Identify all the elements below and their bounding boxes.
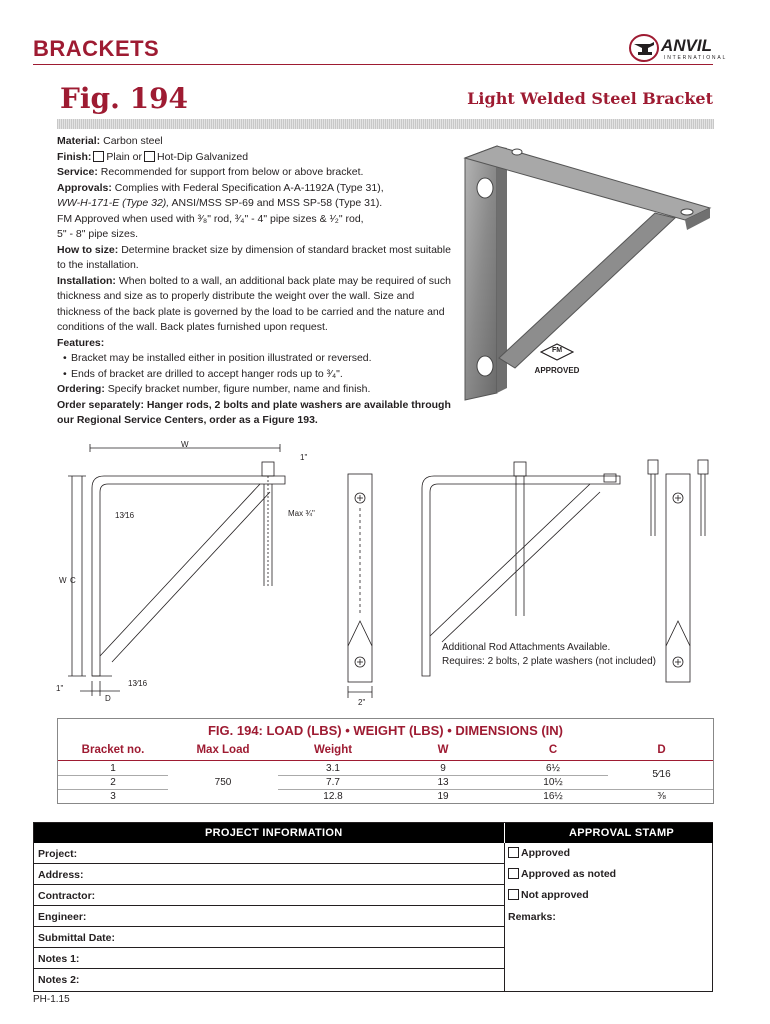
cell-bracket: 2 <box>110 777 116 788</box>
figure-name: Light Welded Steel Bracket <box>467 89 713 108</box>
dim-one-inch-left: 1" <box>56 684 64 693</box>
install-value: When bolted to a wall, an additional back plate may be required of such thickness and size as to properly distribute the weight over the wall. Size and thickness of the back plate is governed by the load to be carried and the nature and conditions of the wall. Back plates furnished upon request. <box>57 274 451 333</box>
finish-label: Finish: <box>57 150 92 163</box>
anvil-logo <box>628 34 740 66</box>
field-notes-2[interactable]: Notes 2: <box>38 974 80 986</box>
dim-w-top: W <box>181 440 189 449</box>
plain-checkbox[interactable] <box>93 151 104 162</box>
stamp-approved[interactable] <box>508 847 570 859</box>
approvals-line4: 5" - 8" pipe sizes. <box>57 228 138 240</box>
cell-w: 9 <box>440 763 446 774</box>
material-value: Carbon steel <box>103 135 163 147</box>
page-code: PH-1.15 <box>33 994 70 1005</box>
feature-item: • Ends of bracket are drilled to accept hanger rods up to ³⁄₄". <box>57 367 455 383</box>
galvanized-checkbox[interactable] <box>144 151 155 162</box>
cell-bracket: 3 <box>110 791 116 802</box>
title-rule <box>33 64 713 65</box>
project-info-header <box>34 823 504 843</box>
approvals-line1: Complies with Federal Specification A-A-1192A (Type 31), <box>114 181 384 194</box>
dim-c: C <box>70 576 76 585</box>
cell-max-load: 750 <box>214 777 232 788</box>
cell-w: 19 <box>437 791 449 802</box>
approved-as-noted-label: Approved as noted <box>521 868 617 880</box>
section-title: BRACKETS <box>33 36 160 61</box>
remarks-field[interactable]: Remarks: <box>508 911 556 923</box>
col-d: D <box>657 744 666 756</box>
approvals-line3: FM Approved when used with ³⁄₈" rod, ³⁄₄" - 4" pipe sizes & ¹⁄₂" rod, <box>57 212 364 225</box>
rod-attachment-note <box>442 641 656 669</box>
cell-w: 13 <box>437 777 449 788</box>
note-line2: Requires: 2 bolts, 2 plate washers (not included) <box>442 656 657 667</box>
ordering-value: Specify bracket number, figure number, name and finish. <box>107 383 371 395</box>
cell-c: 10½ <box>543 777 563 788</box>
load-table <box>57 718 714 804</box>
order-separately: Order separately: Hanger rods, 2 bolts and plate washers are available through our Regional Service Centers, order as a Figure 193. <box>57 398 451 426</box>
stamp-approved-as-noted[interactable] <box>508 868 616 880</box>
finish-plain: Plain or <box>106 150 143 163</box>
fm-label: FM <box>551 347 563 354</box>
field-project[interactable]: Project: <box>34 843 504 864</box>
approved-as-noted-checkbox[interactable] <box>508 868 519 879</box>
field-notes-1[interactable]: Notes 1: <box>34 948 504 969</box>
figure-number: Fig. 194 <box>60 82 189 115</box>
ordering-label: Ordering: <box>57 383 105 395</box>
col-bracket-no: Bracket no. <box>81 744 145 756</box>
approvals-line2: ANSI/MSS SP-69 and MSS SP-58 (Type 31). <box>169 197 383 209</box>
dim-two-inch: 2" <box>358 698 366 707</box>
divider-band <box>57 119 714 129</box>
approvals-label: Approvals: <box>57 181 112 194</box>
service-value: Recommended for support from below or above bracket. <box>100 166 364 178</box>
howto-label: How to size: <box>57 243 119 256</box>
field-submittal-date[interactable]: Submittal Date: <box>34 927 504 948</box>
approved-label: Approved <box>521 847 571 859</box>
cell-d: 5⁄16 <box>652 769 671 780</box>
brand-name: ANVIL <box>661 36 712 55</box>
dim-max: Max ¾" <box>288 509 315 518</box>
cell-weight: 3.1 <box>326 763 340 774</box>
cell-c: 6½ <box>546 763 560 774</box>
dim-13-16-a: 13⁄16 <box>115 511 135 520</box>
col-weight: Weight <box>313 744 353 756</box>
not-approved-label: Not approved <box>521 889 589 901</box>
product-photo <box>455 138 725 403</box>
cell-d: ⅜ <box>657 791 666 802</box>
col-w: W <box>437 744 449 756</box>
project-info-title: PROJECT INFORMATION <box>205 827 343 839</box>
cell-c: 16½ <box>543 791 563 802</box>
bracket-photo-image <box>455 138 725 403</box>
dimension-drawing <box>30 436 740 711</box>
not-approved-checkbox[interactable] <box>508 889 519 900</box>
approved-checkbox[interactable] <box>508 847 519 858</box>
approvals-spec-italic: WW-H-171-E (Type 32), <box>57 197 170 209</box>
cell-weight: 7.7 <box>326 777 340 788</box>
finish-galvanized: Hot-Dip Galvanized <box>157 150 249 163</box>
col-max-load: Max Load <box>196 744 250 756</box>
dim-13-16-b: 13⁄16 <box>128 679 148 688</box>
dim-one-inch-top: 1" <box>300 453 308 462</box>
project-info-box <box>33 822 713 992</box>
howto-value: Determine bracket size by dimension of standard bracket most suitable to the installation. <box>57 243 451 271</box>
field-engineer[interactable]: Engineer: <box>34 906 504 927</box>
approved-label: APPROVED <box>534 366 580 375</box>
brand-sub: INTERNATIONAL <box>664 55 728 61</box>
note-line1: Additional Rod Attachments Available. <box>442 642 611 653</box>
install-label: Installation: <box>57 274 116 287</box>
cell-weight: 12.8 <box>323 791 343 802</box>
field-contractor[interactable]: Contractor: <box>34 885 504 906</box>
load-table-title: FIG. 194: LOAD (LBS) • WEIGHT (LBS) • DIMENSIONS (IN) <box>207 723 564 738</box>
spec-block <box>57 134 455 429</box>
cell-bracket: 1 <box>110 763 116 774</box>
stamp-not-approved[interactable] <box>508 889 589 901</box>
dim-d: D <box>105 694 111 703</box>
fm-approved-badge <box>527 343 587 375</box>
material-label: Material: <box>57 135 101 147</box>
dim-w-side: W <box>59 576 67 585</box>
technical-drawings <box>30 436 740 711</box>
service-label: Service: <box>57 166 98 178</box>
approval-stamp-header <box>505 823 713 843</box>
approval-stamp-title: APPROVAL STAMP <box>569 827 675 839</box>
col-c: C <box>548 744 558 756</box>
features-label: Features: <box>57 336 105 349</box>
feature-item: • Bracket may be installed either in position illustrated or reversed. <box>57 351 455 367</box>
field-address[interactable]: Address: <box>34 864 504 885</box>
